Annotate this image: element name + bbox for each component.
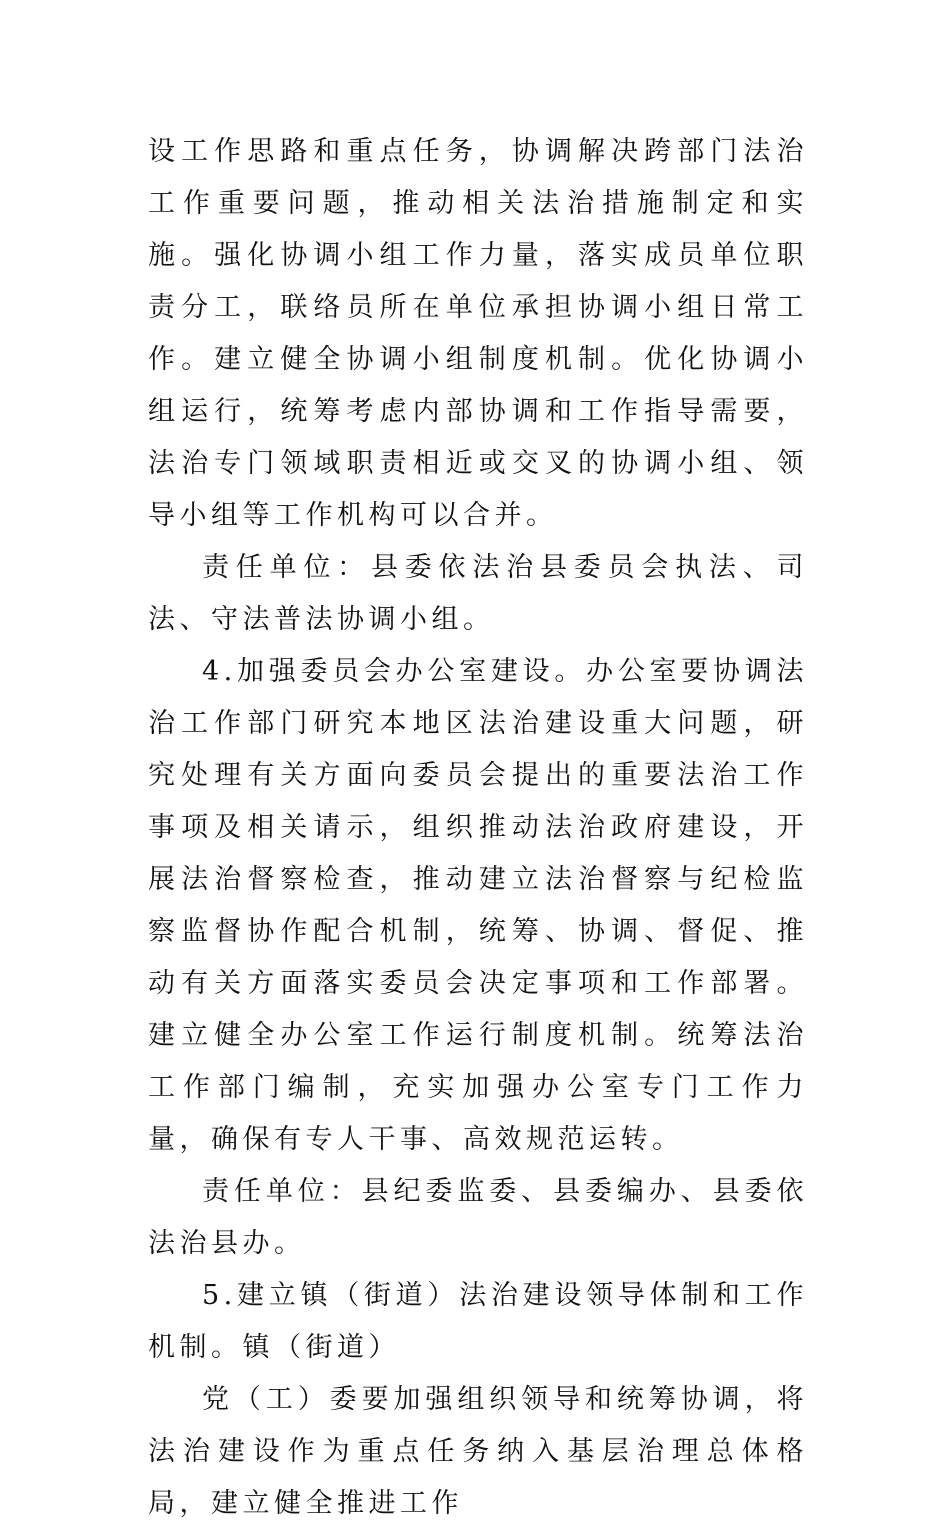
paragraph-party-committee: 党（工）委要加强组织领导和统筹协调，将法治建设作为重点任务纳入基层治理总体格局，建立健全推进工作 <box>148 1384 808 1519</box>
paragraph-responsible-unit-1: 责任单位：县委依法治县委员会执法、司法、守法普法协调小组。 <box>148 552 808 635</box>
document-body <box>148 126 808 1530</box>
paragraph-coordination-group: 设工作思路和重点任务，协调解决跨部门法治工作重要问题，推动相关法治措施制定和实施。强化协调小组工作力量，落实成员单位职责分工，联络员所在单位承担协调小组日常工作。建立健全协调小组制度机制。优化协调小组运行，统筹考虑内部协调和工作指导需要，法治专门领域职责相近或交叉的协调小组、领导小组等工作机构可以合并。 <box>148 136 808 531</box>
paragraph-item-4-office-building: 4.加强委员会办公室建设。办公室要协调法治工作部门研究本地区法治建设重大问题，研究处理有关方面向委员会提出的重要法治工作事项及相关请示，组织推动法治政府建设，开展法治督察检查，推动建立法治督察与纪检监察监督协作配合机制，统筹、协调、督促、推动有关方面落实委员会决定事项和工作部署。建立健全办公室工作运行制度机制。统筹法治工作部门编制，充实加强办公室专门工作力量，确保有专人干事、高效规范运转。 <box>148 656 808 1155</box>
paragraph-responsible-unit-2: 责任单位：县纪委监委、县委编办、县委依法治县办。 <box>148 1176 808 1259</box>
paragraph-item-5-town-mechanism: 5.建立镇（街道）法治建设领导体制和工作机制。镇（街道） <box>148 1280 808 1363</box>
